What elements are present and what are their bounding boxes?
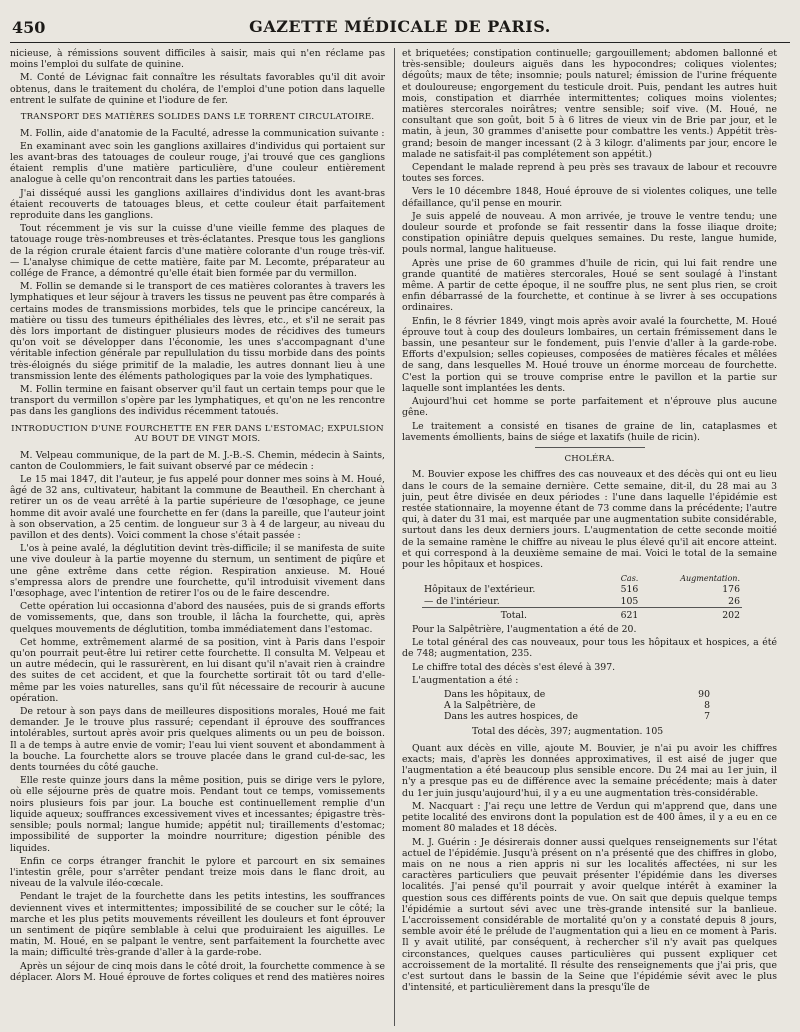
column-header-cases: Cas. xyxy=(620,574,639,584)
paragraph: M. Nacquart : J'ai reçu une lettre de Verdun qui m'apprend que, dans une petite localité des environs dont la population est de 400 âmes, il y a eu en ce moment 80 malades et 18 décès. xyxy=(402,800,777,835)
paragraph: Pour la Salpêtrière, l'augmentation a été de 20. xyxy=(412,624,637,636)
deaths-augmentation-table xyxy=(442,689,712,723)
total-augmentation: 202 xyxy=(640,607,742,621)
paragraph: Cependant le malade reprend à peu près ses travaux de labour et recouvre toutes ses forces. xyxy=(402,162,777,185)
paragraph: Elle reste quinze jours dans la même position, puis se dirige vers le pylore, où elle séjourne près de quatre mois. Pendant tout ce temps, vomissements noirs plusieurs fois par jour. La bouche est continuellement remplie d'un liquide aqueux; souffrances excessivement vives et incessantes; épigastre très-sensible; pouls normal; langue humide; appétit nul; tiraillements d'estomac; impossibilité de supporter la moindre nourriture; digestion pénible des liquides. xyxy=(10,775,385,854)
text-columns xyxy=(10,48,790,1026)
paragraph: L'augmentation a été : xyxy=(412,674,519,686)
right-column xyxy=(402,48,777,1026)
augmentation-value: 26 xyxy=(728,595,740,607)
paragraph: Je suis appelé de nouveau. A mon arrivée, je trouve le ventre tendu; une douleur sourde et profonde se fait ressentir dans la fosse iliaque droite; constipation opiniâtre depuis quelques semaines. Du reste, langue humide, pouls normal, langue halitueuse. xyxy=(402,210,777,256)
table-row xyxy=(442,689,712,700)
paragraph: M. Follin termine en faisant observer qu'il faut un certain temps pour que le transport du vermillon s'opère par les lymphatiques, et qu'on ne les rencontre pas dans les ganglions des individus récemment tatoués. xyxy=(10,383,385,418)
augmentation-value: 176 xyxy=(722,584,740,596)
table-total-row xyxy=(422,607,742,621)
table-row xyxy=(422,584,742,595)
paragraph: M. J. Guérin : Je désirerais donner aussi quelques renseignements sur l'état actuel de l'épidémie. Jusqu'à présent on n'a présenté que des chiffres in globo, mais on ne nous a rien appris ni sur les localités affectées, ni sur les caractères particuliers que peuvait présenter l'épidémie dans les diverses localités. J'ai pensé qu'il pourrait y avoir quelque intérêt à examiner la question sous ces différents points de vue. On sait que depuis quelque temps l'épidémie a surtout sévi avec une très-grande intensité sur la banlieue. L'accroissement considérable de mortalité qu'on y a constaté depuis 8 jours, semble avoir été le prélude de l'augmentation qui a lieu en ce moment à Paris. Il y avait utilité, par conséquent, à rechercher s'il n'y avait pas quelques circonstances, quelques causes particulières qui pussent expliquer cet accroissement de la mortalité. Il résulte des renseignements que j'ai pris, que c'est surtout dans le bassin de la Seine que l'épidémie sévit avec le plus d'intensité, et particulièrement dans la presqu'île de xyxy=(402,836,777,994)
cases-value: 105 xyxy=(620,595,639,607)
row-value: 8 xyxy=(704,700,710,712)
total-label: Total. xyxy=(422,607,606,621)
paragraph: M. Bouvier expose les chiffres des cas nouveaux et des décès qui ont eu lieu dans le cours de la semaine dernière. Cette semaine, dit-il, du 28 mai au 3 juin, peut être divisée en deux périodes : l'une dans laquelle l'épidémie est restée stationnaire, la moyenne étant de 73 comme dans la précédente; l'autre qui, à dater du 31 mai, est marquée par une augmentation subite considérable, surtout dans les deux derniers jours. L'augmentation de cette seconde moitié de la semaine ramène le chiffre au niveau le plus élevé qu'il ait encore atteint. et qui correspond à la deuxième semaine de mai. Voici le total de la semaine pour les hôpitaux et hospices. xyxy=(402,469,777,571)
column-divider xyxy=(394,48,395,1026)
journal-title: GAZETTE MÉDICALE DE PARIS. xyxy=(249,17,551,36)
paragraph: M. Conté de Lévignac fait connaître les résultats favorables qu'il dit avoir obtenus, dans le traitement du choléra, de l'emploi d'une potion dans laquelle entrent le sulfate de quinine et l'iodure de fer. xyxy=(10,72,385,106)
section-heading: INTRODUCTION D'UNE FOURCHETTE EN FER DANS L'ESTOMAC; EXPULSION AU BOUT DE VINGT MOIS. xyxy=(11,423,384,445)
table-row xyxy=(422,596,742,608)
paragraph: L'os à peine avalé, la déglutition devint très-difficile; il se manifesta de suite une vive douleur à la partie moyenne du sternum, un sentiment de piqûre et une gêne extrême dans cette région. Respiration anxieuse. M. Houé s'empressa alors de prendre une fourchette, qu'il introduisit vivement dans l'œsophage, avec l'intention de retirer l'os ou de le faire descendre. xyxy=(10,543,385,600)
left-column xyxy=(10,48,385,1026)
paragraph: M. Follin, aide d'anatomie de la Faculté, adresse la communication suivante : xyxy=(20,127,385,139)
row-label: A la Salpêtrière, de xyxy=(444,700,536,712)
paragraph: M. Velpeau communique, de la part de M. J.-B.-S. Chemin, médecin à Saints, canton de Coulommiers, le fait suivant observé par ce médecin : xyxy=(10,449,385,472)
table-header-row xyxy=(422,573,742,584)
cases-table xyxy=(422,573,742,621)
paragraph: Aujourd'hui cet homme se porte parfaitement et n'éprouve plus aucune gêne. xyxy=(402,396,777,419)
paragraph: Quant aux décès en ville, ajoute M. Bouvier, je n'ai pu avoir les chiffres exacts; mais, d'après les données approximatives, il est aisé de juger que l'augmentation a été beaucoup plus sensible encore. Du 24 mai au 1er juin, il n'y a presque pas eu de différence avec la semaine précédente; mais à dater du 1er juin jusqu'aujourd'hui, il y a eu une augmentation très-considérable. xyxy=(402,742,777,799)
table-row xyxy=(442,711,712,722)
column-header-augmentation: Augmentation. xyxy=(680,574,740,584)
paragraph: Pendant le trajet de la fourchette dans les petits intestins, les souffrances deviennent vives et intermittentes; impossibilité de se coucher sur le côté; la marche et les plus petits mouvements réveillent les douleurs et font éprouver un sentiment de piqûre semblable à celui que produiraient les aiguilles. Le matin, M. Houé, en se palpant le ventre, sent parfaitement la fourchette avec la main; difficulté très-grande d'aller à la garde-robe. xyxy=(10,891,385,959)
row-value: 90 xyxy=(698,689,710,701)
paragraph: Enfin, le 8 février 1849, vingt mois après avoir avalé la fourchette, M. Houé éprouve tout à coup des douleurs lombaires, un certain frémissement dans le bassin, une pesanteur sur le fondement, puis l'envie d'aller à la garde-robe. Efforts d'expulsion; selles copieuses, composées de matières fécales et mêlées de sang, dans lesquelles M. Houé trouve un énorme morceau de fourchette. C'est la portion qui se trouve comprise entre le pavillon et la partie sur laquelle sont implantées les dents. xyxy=(402,315,777,394)
page-header xyxy=(10,16,790,43)
row-label: Dans les hôpitaux, de xyxy=(444,689,546,701)
paragraph: Après une prise de 60 grammes d'huile de ricin, qui lui fait rendre une grande quantité de matières stercorales, Houé se sent soulagé à l'instant même. A partir de cette époque, il ne souffre plus, ne sent plus rien, se croit enfin débarrassé de la fourchette, et continue à se livrer à ses occupations ordinaires. xyxy=(402,257,777,314)
paragraph: Enfin ce corps étranger franchit le pylore et parcourt en six semaines l'intestin grêle, pour s'arrêter pendant treize mois dans le flanc droit, au niveau de la valvule iléo-cœcale. xyxy=(10,855,385,890)
total-cases: 621 xyxy=(606,607,641,621)
paragraph: J'ai disséqué aussi les ganglions axillaires d'individus dont les avant-bras étaient recouverts de tatouages bleus, et cette couleur était parfaitement reproduite dans les ganglions. xyxy=(10,187,385,221)
page-number: 450 xyxy=(12,18,46,37)
paragraph: Le 15 mai 1847, dit l'auteur, je fus appelé pour donner mes soins à M. Houé, âgé de 32 ans, cultivateur, habitant la commune de Beautheil. En cherchant à retirer un os de veau arrêté à la partie supérieure de l'œsophage, ce jeune homme dit avoir avalé une fourchette en fer (dans la pareille, que l'auteur joint à son observation, a 25 centim. de longueur sur 3 à 4 de largeur, au niveau du pavillon et des dents). Voici comment la chose s'était passée : xyxy=(10,474,385,542)
section-heading: CHOLÉRA. xyxy=(564,453,615,464)
deaths-total-line: Total des décès, 397; augmentation. 105 xyxy=(472,725,664,737)
row-value: 7 xyxy=(704,711,710,723)
section-rule xyxy=(535,447,645,448)
paragraph: Vers le 10 décembre 1848, Houé éprouve de si violentes coliques, une telle défaillance, qu'il pense en mourir. xyxy=(402,186,777,209)
paragraph: En examinant avec soin les ganglions axillaires d'individus qui portaient sur les avant-bras des tatouages de couleur rouge, j'ai trouvé que ces ganglions étaient remplis d'une matière particulière, d'une couleur entièrement analogue à celle qu'on rencontrait dans les parties tatouées. xyxy=(10,140,385,186)
paragraph: nicieuse, à rémissions souvent difficiles à saisir, mais qui n'en réclame pas moins l'emploi du sulfate de quinine. xyxy=(10,48,385,71)
section-heading: TRANSPORT DES MATIÈRES SOLIDES DANS LE TORRENT CIRCULATOIRE. xyxy=(20,112,375,123)
paragraph: De retour à son pays dans de meilleures dispositions morales, Houé me fait demander. Je le trouve plus rassuré; cependant il éprouve des souffrances intolérables, surtout après avoir pris quelques aliments ou un peu de boisson. Il a de temps à autre envie de vomir; l'eau lui vient souvent et abondamment à la bouche. La fourchette alors se trouve placée dans le grand cul-de-sac, les dents tournées du côté gauche. xyxy=(10,706,385,774)
paragraph: Le total général des cas nouveaux, pour tous les hôpitaux et hospices, a été de 748; augmentation, 235. xyxy=(402,637,777,660)
paragraph: M. Follin se demande si le transport de ces matières colorantes à travers les lymphatiques et leur séjour à travers les tissus ne peuvent pas être comparés à certains modes de transmissions morbides, tels que le principe cancéreux, la matière ou tissu des tumeurs épithéliales des lèvres, etc., et s'il ne serait pas dès lors important de distinguer plusieurs modes de récidives des tumeurs qu'on voit se développer dans l'économie, les unes s'accompagnant d'une véritable infection générale par repullulation du tissu morbide dans des points très-éloignés du siége primitif de la maladie, les autres donnant lieu à une transmission lente des éléments pathologiques par la voie des lymphatiques. xyxy=(10,281,385,382)
paragraph: Le chiffre total des décès s'est élevé à 397. xyxy=(412,661,616,673)
row-label: Hôpitaux de l'extérieur. xyxy=(424,584,536,596)
paragraph: Cet homme, extrêmement alarmé de sa position, vint à Paris dans l'espoir qu'on pourrait peut-être lui retirer cette fourchette. Il consulta M. Velpeau et un autre médecin, qui le rassurèrent, en lui disant qu'il n'avait rien à craindre des suites de cet accident, et que la fourchette sortirait tôt ou tard d'elle-même par les voies naturelles, sans qu'il fût nécessaire de recourir à aucune opération. xyxy=(10,636,385,704)
paragraph: et briquetées; constipation continuelle; gargouillement; abdomen ballonné et très-sensible; douleurs aiguës dans les hypocondres; coliques violentes; dégoûts; maux de tête; insomnie; pouls naturel; émission de l'urine fréquente et douloureuse; engorgement du testicule droit. Puis, pendant les autres huit mois, constipation et diarrhée intermittentes; coliques moins violentes; matières stercorales noirâtres; ventre sensible; soif vive. (M. Houé, ne consultant que son goût, boit 5 à 6 litres de vieux vin de Brie par jour, et le matin, à jeun, 30 grammes d'anisette pour combattre les vents.) Appétit très-grand; besoin de manger incessant (2 à 3 kilogr. d'aliments par jour, encore le malade ne satisfait-il pas complétement son appétit.) xyxy=(402,48,777,160)
paragraph: Tout récemment je vis sur la cuisse d'une vieille femme des plaques de tatouage rouge très-nombreuses et très-éclatantes. Presque tous les ganglions de la région crurale étaient farcis d'une matière colorante d'un rouge très-vif. — L'analyse chimique de cette matière, faite par M. Lecomte, préparateur au collége de France, a démontré qu'elle était bien formée par du vermillon. xyxy=(10,223,385,279)
row-label: Dans les autres hospices, de xyxy=(444,711,578,723)
paragraph: Le traitement a consisté en tisanes de graine de lin, cataplasmes et lavements émollients, bains de siége et laxatifs (huile de ricin). xyxy=(402,420,777,443)
table-row xyxy=(442,700,712,711)
row-label: — de l'intérieur. xyxy=(424,595,500,607)
paragraph: Après un séjour de cinq mois dans le côté droit, la fourchette commence à se déplacer. Alors M. Houé éprouve de fortes coliques et rend des matières noires xyxy=(10,960,385,983)
paragraph: Cette opération lui occasionna d'abord des nausées, puis de si grands efforts de vomissements, que, dans son trouble, il lâcha la fourchette, qui, après quelques mouvements de déglutition, tomba immédiatement dans l'estomac. xyxy=(10,601,385,635)
cases-value: 516 xyxy=(620,584,639,596)
